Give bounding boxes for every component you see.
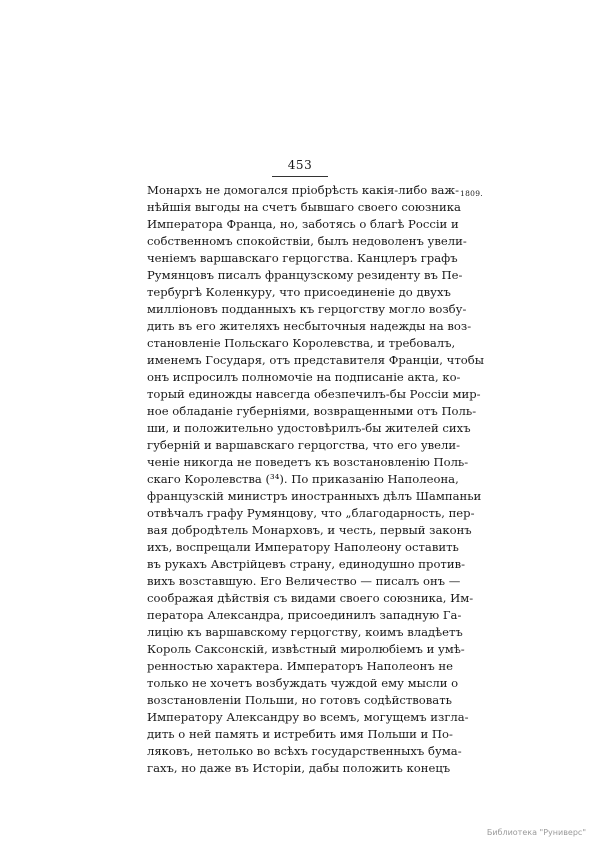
text-line: губерній и варшавскаго герцогства, что его увели- xyxy=(147,438,461,452)
text-line: дить въ его жителяхъ несбыточныя надежды на воз- xyxy=(147,319,472,333)
text-line: онъ испросилъ полномочіе на подписаніе акта, ко- xyxy=(147,370,461,384)
text-line: собственномъ спокойствіи, былъ недоволенъ увели- xyxy=(147,234,467,248)
text-line: возстановленіи Польши, но готовъ содѣйствовать xyxy=(147,693,452,707)
text-line: именемъ Государя, отъ представителя Франціи, чтобы xyxy=(147,353,484,367)
text-line: Король Саксонскій, извѣстный миролюбіемъ и умѣ- xyxy=(147,642,465,656)
text-line: ши, и положительно удостовѣрилъ-бы жителей сихъ xyxy=(147,421,471,435)
page-number: 453 xyxy=(287,158,313,172)
text-line: лицію къ варшавскому герцогству, коимъ владѣетъ xyxy=(147,625,463,639)
text-line: Императора Франца, но, заботясь о благѣ Россіи и xyxy=(147,217,459,231)
text-line: ченіемъ варшавскаго герцогства. Канцлеръ графъ xyxy=(147,251,458,265)
library-watermark: Библиотека "Руниверс" xyxy=(486,828,586,837)
page-number-rule xyxy=(272,176,328,177)
text-line: ное обладаніе губерніями, возвращенными отъ Поль- xyxy=(147,404,477,418)
text-line: только не хочетъ возбуждать чуждой ему мысли о xyxy=(147,676,459,690)
text-line: ихъ, воспрещали Императору Наполеону оставить xyxy=(147,540,459,554)
text-line: ляковъ, нетолько во всѣхъ государственныхъ бума- xyxy=(147,744,462,758)
text-line: Императору Александру во всемъ, могущемъ изгла- xyxy=(147,710,469,724)
text-line: французскій министръ иностранныхъ дѣлъ Шампаньи xyxy=(147,489,482,503)
margin-year-note: 1809. xyxy=(460,189,483,198)
text-line: тербургѣ Коленкуру, что присоединеніе до двухъ xyxy=(147,285,451,299)
text-line: торый единожды навсегда обезпечилъ-бы Россіи мир- xyxy=(147,387,481,401)
text-line: дить о ней память и истребить имя Польши и По- xyxy=(147,727,453,741)
text-line: гахъ, но даже въ Исторіи, дабы положить конецъ xyxy=(147,761,451,775)
text-line: милліоновъ подданныхъ къ герцогству могло возбу- xyxy=(147,302,467,316)
text-line: становленіе Польскаго Королевства, и требовалъ, xyxy=(147,336,456,350)
text-line: ператора Александра, присоединилъ западную Га- xyxy=(147,608,462,622)
text-line: нѣйшія выгоды на счетъ бывшаго своего союзника xyxy=(147,200,461,214)
text-line: въ рукахъ Австрійцевъ страну, единодушно против- xyxy=(147,557,466,571)
text-line: вая добродѣтель Монарховъ, и честь, первый законъ xyxy=(147,523,472,537)
text-line: Румянцовъ писалъ французскому резиденту въ Пе- xyxy=(147,268,463,282)
text-line: отвѣчалъ графу Румянцову, что „благодарность, пер- xyxy=(147,506,475,520)
text-line: Монархъ не домогался пріобрѣсть какія-либо важ- xyxy=(147,183,459,197)
text-line: скаго Королевства (³⁴). По приказанію Наполеона, xyxy=(147,472,459,486)
text-line: вихъ возставшую. Его Величество — писалъ онъ — xyxy=(147,574,461,588)
text-line: ренностью характера. Императоръ Наполеонъ не xyxy=(147,659,453,673)
text-line: соображая дѣйствія съ видами своего союзника, Им- xyxy=(147,591,474,605)
text-line: ченіе никогда не поведетъ къ возстановленію Поль- xyxy=(147,455,469,469)
